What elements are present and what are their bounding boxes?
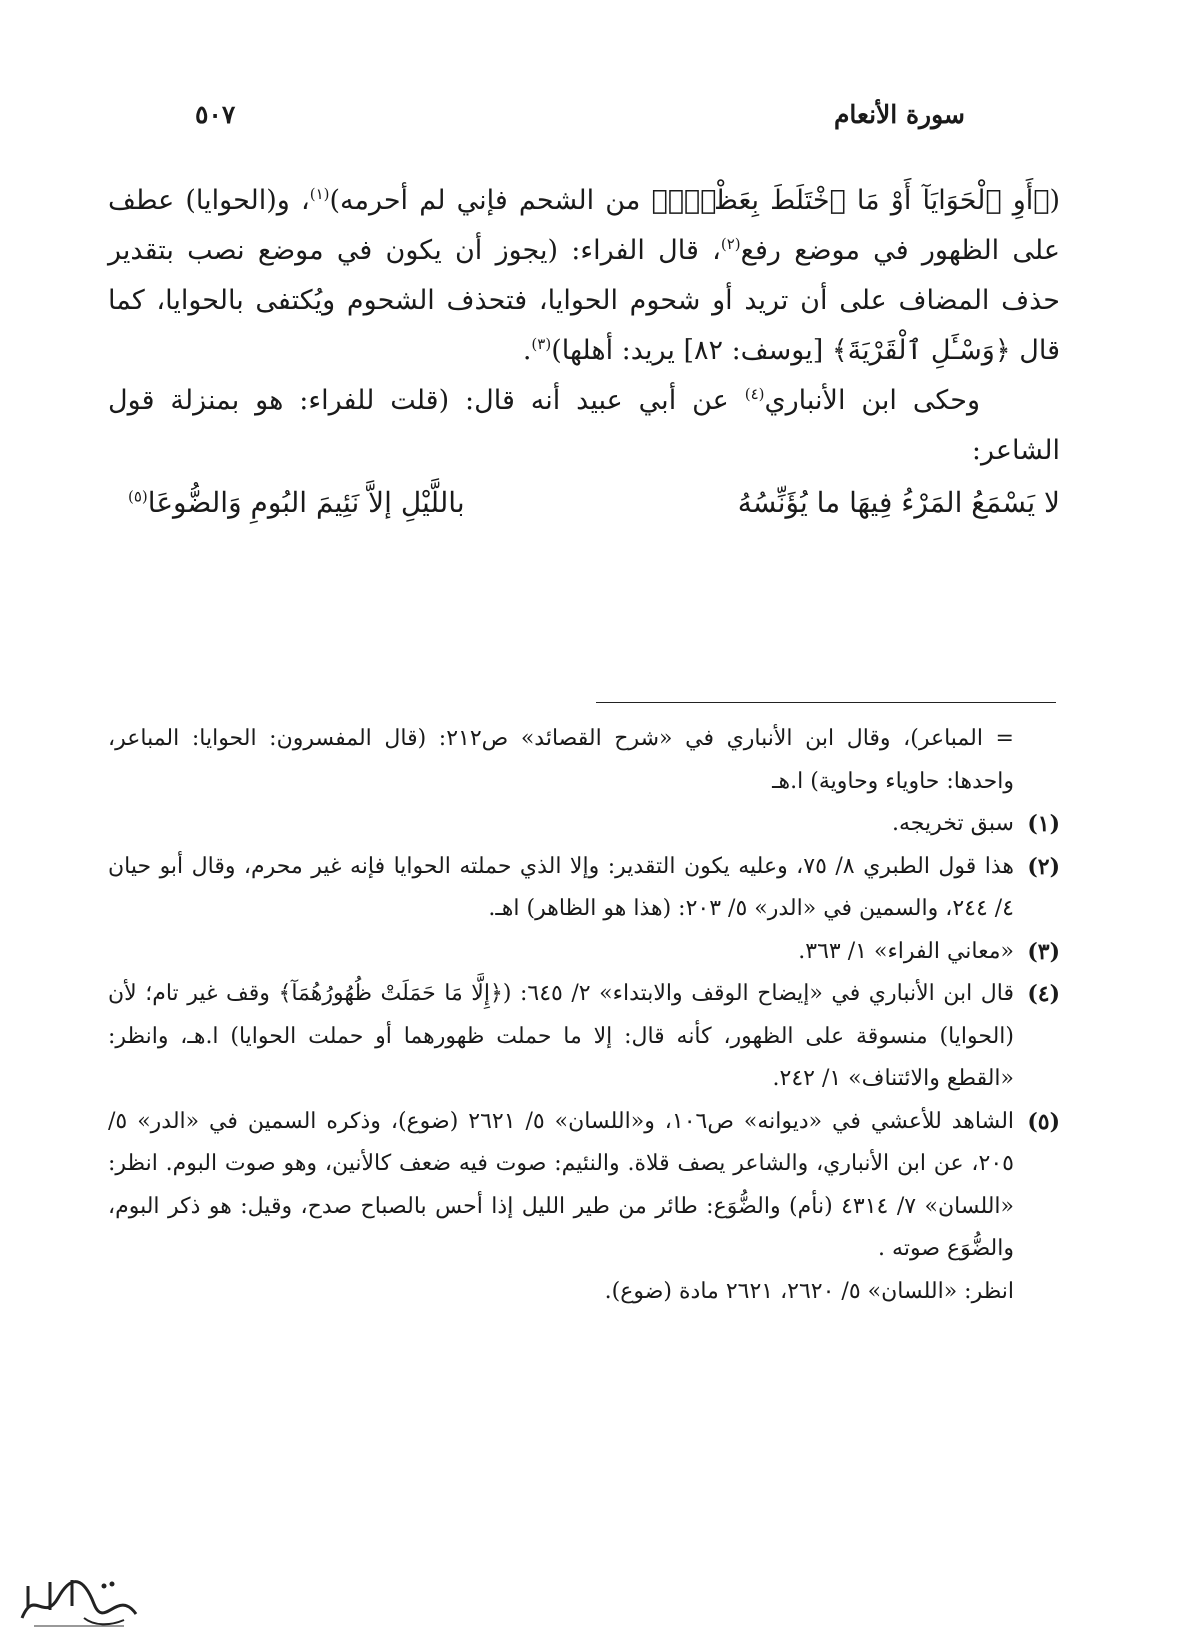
paragraph-2-part-1: وحكى ابن الأنباري [764,385,980,416]
footnote-text: قال ابن الأنباري في «إيضاح الوقف والابتداء» ٢/ ٦٤٥: (﴿إِلَّا مَا حَمَلَتْ ظُهُورُهُمَآ﴾ وقف غير تام؛ لأن (الحوايا) منسوقة على الظهور، كأنه قال: إلا ما حملت ظهورهما أو حملت الحوايا) ا.هـ، وانظر: «القطع والائتناف» ١/ ٢٤٢. [108,981,1015,1091]
footnote-number: (٥) [1027,1108,1060,1135]
paragraph-1 [108,176,1060,376]
paragraph-2-part-2: عن أبي عبيد أنه قال: (قلت للفراء: هو بمنزلة قول الشاعر: [108,385,1060,466]
surah-title: سورة الأنعام [833,100,965,129]
footnote-2 [108,846,1060,931]
footnote-3 [108,931,1060,974]
footnote-divider [596,702,1056,703]
paragraph-2 [108,376,1060,476]
footnote-5 [108,1101,1060,1271]
footnote-ref-1: (١) [309,185,330,203]
footnote-text: سبق تخريجه. [892,811,1014,836]
footnote-ref-5: (٥) [128,487,148,506]
verse-hemistich-1: لا يَسْمَعُ المَرْءُ فِيهَا ما يُؤَنِّسُهُ [737,486,1060,519]
footnotes [108,718,1060,1313]
footnote-number: (٤) [1027,981,1060,1007]
paragraph-1-part-1: (﴿أَوِ ٱلْحَوَايَآ أَوْ مَا ٱخْتَلَطَ بِعَظْمٍۚ﴾ من الشحم فإني لم أحرمه) [329,185,1060,216]
footnote-ref-4: (٤) [744,385,765,403]
footnote-text: الشاهد للأعشي في «ديوانه» ص١٠٦، و«اللسان» ٥/ ٢٦٢١ (ضوع)، وذكره السمين في «الدر» ٥/ ٢٠٥، عن ابن الأنباري، والشاعر يصف قلاة. والنئيم: صوت فيه ضعف كالأنين، وهو صوت البوم. انظر: «اللسان» ٧/ ٤٣١٤ (نأم) والضُّوَع: طائر من طير الليل إذا أحس بالصباح صدح، وقيل: هو ذكر البوم، والضُّوَع صوته . [108,1108,1015,1261]
footnote-4 [108,973,1060,1101]
poetry-verse [108,476,1060,530]
footnote-continuation: = المباعر)، وقال ابن الأنباري في «شرح القصائد» ص٢١٢: (قال المفسرون: الحوايا: المباعر، واحدها: حاوياء وحاوية) ا.هـ [108,726,1014,794]
paragraph-1-part-4: . [522,335,532,366]
footnote-number: (١) [1027,811,1060,837]
paragraph-1-part-2: ، و(الحوايا) عطف على الظهور في موضع رفع [108,185,1060,266]
verse-hemistich-2: باللَّيْلِ إلاَّ نَئِيمَ البُومِ وَالضُّوعَا [147,486,465,519]
verse-hemistich-2-wrap [128,476,465,530]
page-number: ٥٠٧ [195,100,236,129]
footnote-text: «معاني الفراء» ١/ ٣٦٣. [798,938,1014,964]
main-text [108,176,1060,530]
footnote-ref-2: (٢) [720,235,741,253]
footnote-ref-3: (٣) [531,335,552,353]
library-stamp-logo [14,1568,144,1632]
page-header [195,100,965,144]
footnote-5-last-line: انظر: «اللسان» ٥/ ٢٦٢٠، ٢٦٢١ مادة (ضوع). [604,1278,1014,1304]
footnote-number: (٣) [1027,938,1060,965]
footnote-1 [108,803,1060,846]
paragraph-1-part-3: ، قال الفراء: (يجوز أن يكون في موضع نصب بتقدير حذف المضاف على أن تريد أو شحوم الحوايا، فتحذف الشحوم ويُكتفى بالحوايا، كما قال ﴿وَسْـَٔلِ ٱلْقَرْيَةَ﴾ [يوسف: ٨٢] يريد: أهلها) [108,235,1060,366]
footnote-text: هذا قول الطبري ٨/ ٧٥، وعليه يكون التقدير: وإلا الذي حملته الحوايا فإنه غير محرم، وقال أبو حيان ٤/ ٢٤٤، والسمين في «الدر» ٥/ ٢٠٣: (هذا هو الظاهر) اهـ. [108,853,1015,921]
footnote-number: (٢) [1027,853,1060,880]
